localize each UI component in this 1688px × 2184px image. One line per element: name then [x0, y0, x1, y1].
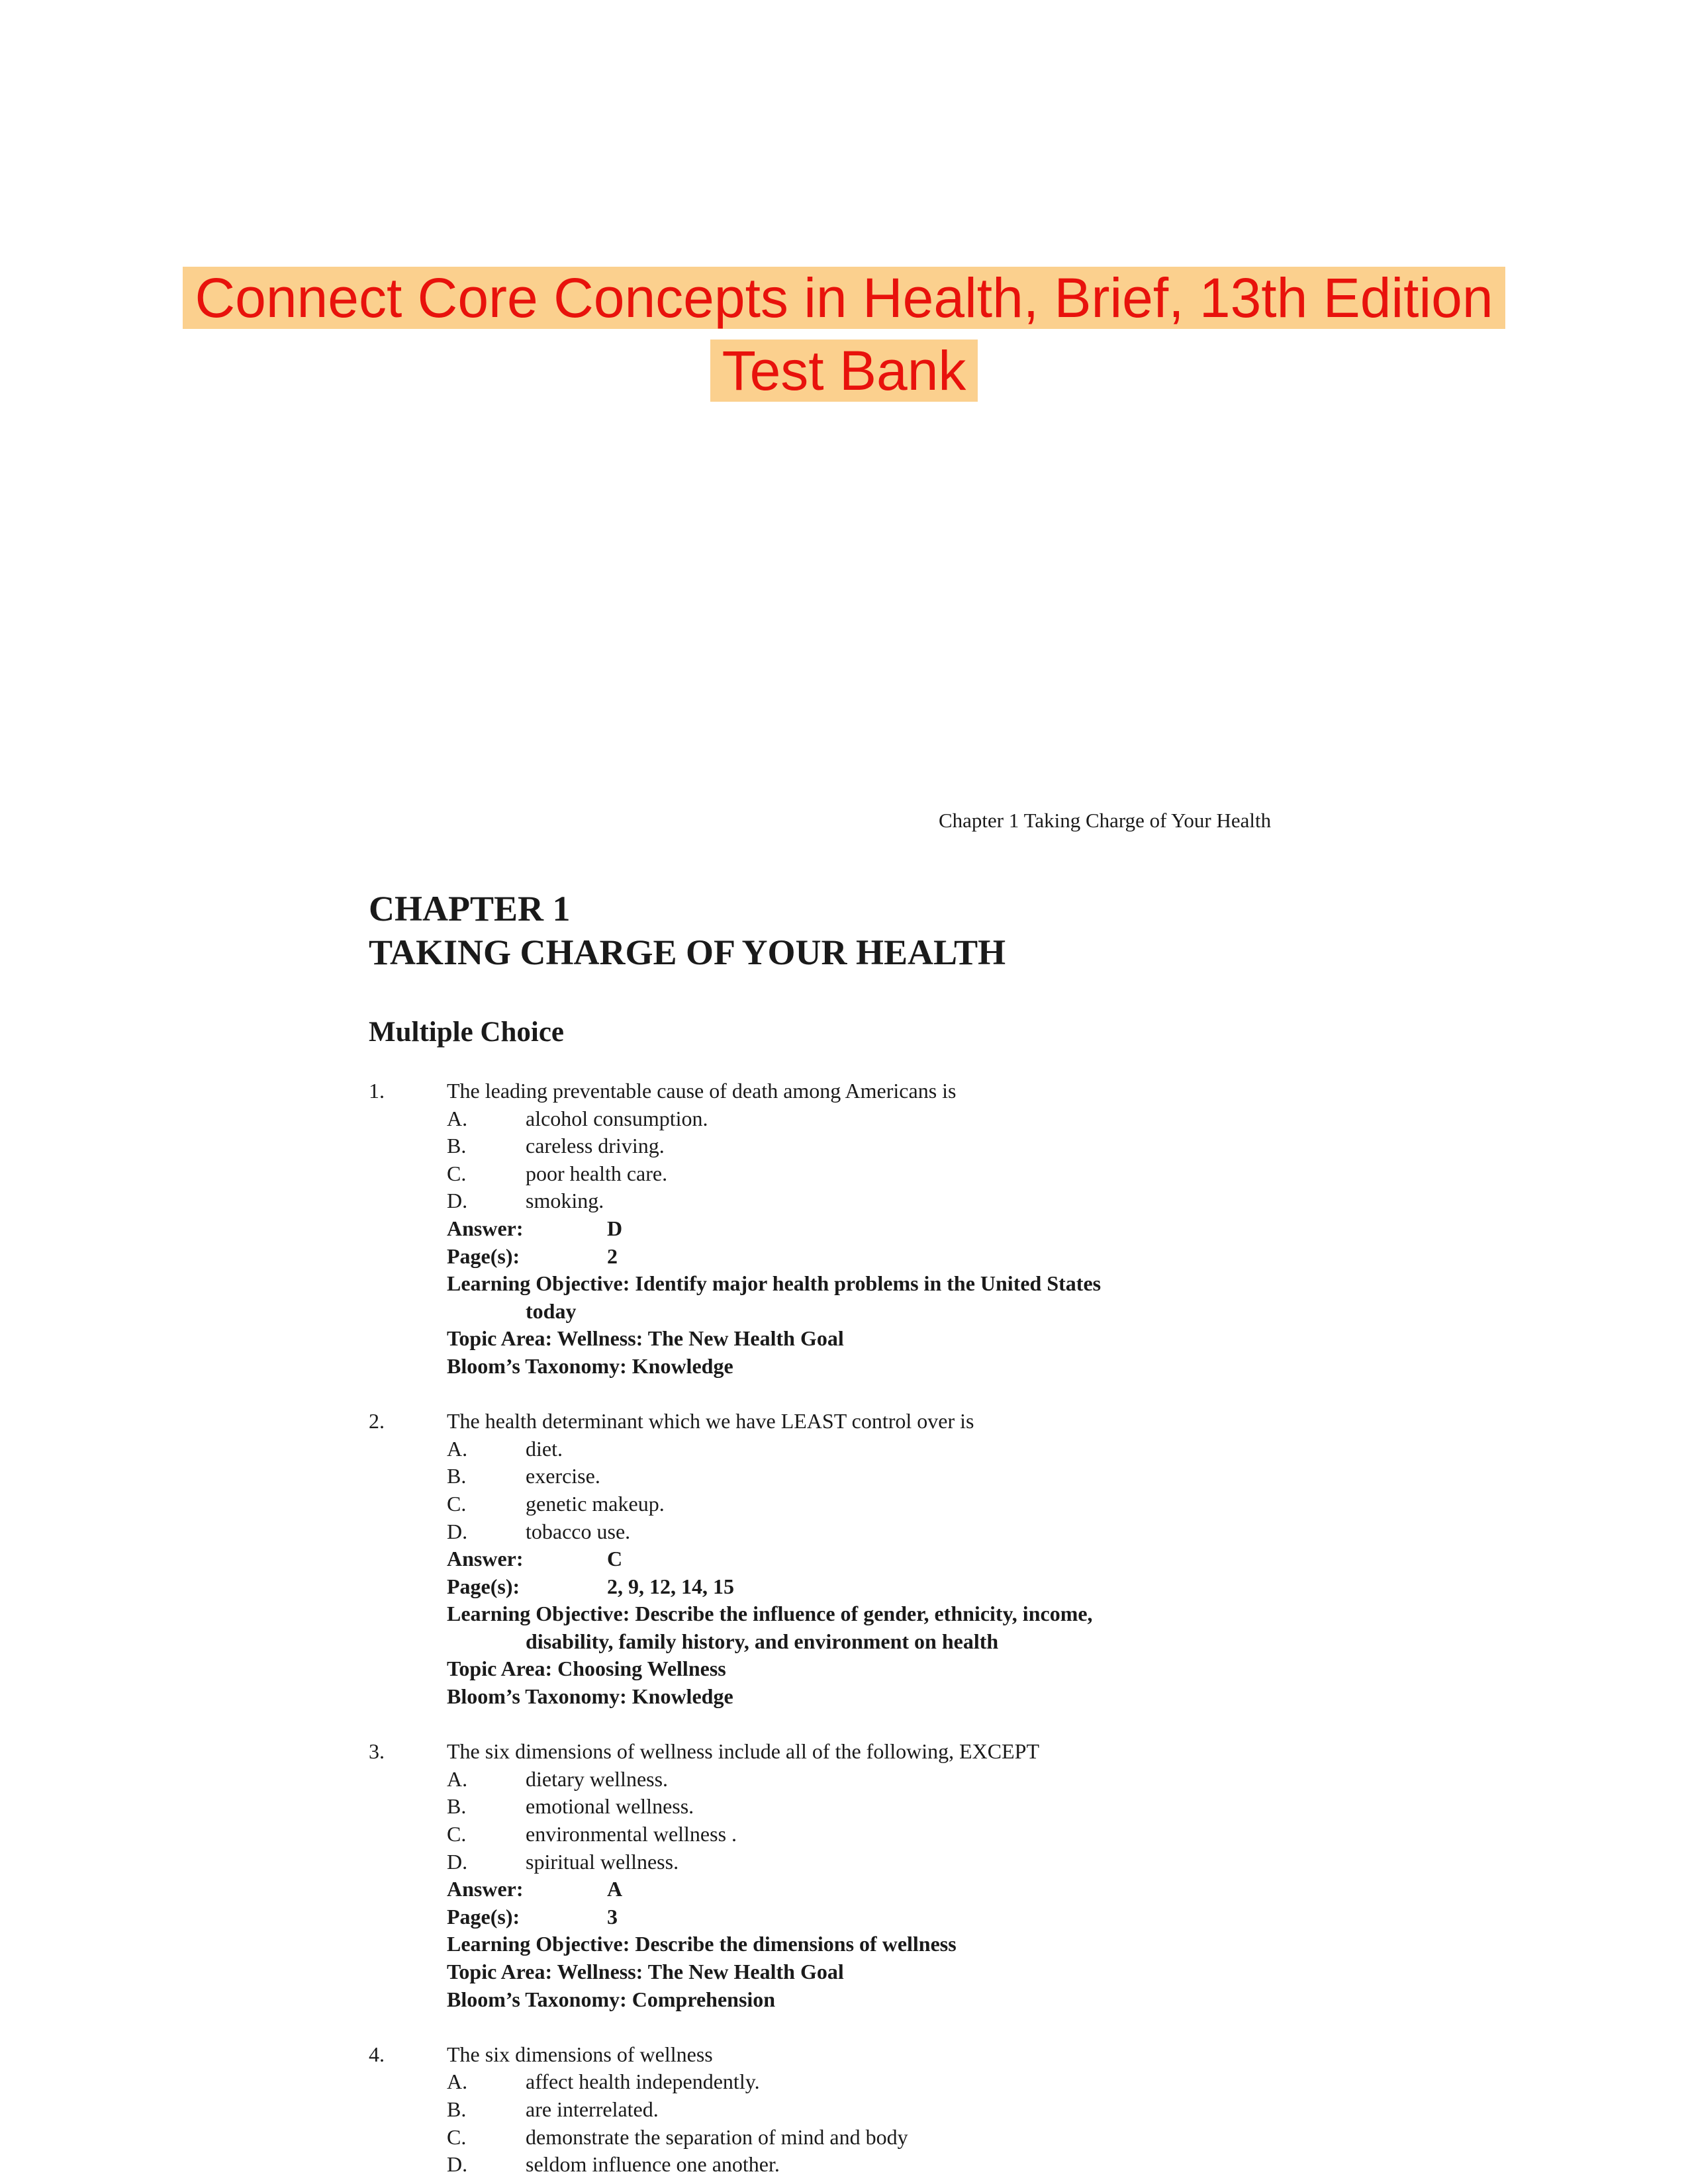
option-text: spiritual wellness. [526, 1849, 679, 1874]
option-text: poor health care. [526, 1161, 668, 1185]
option-letter: D. [447, 1189, 468, 1213]
option-letter: A. [447, 1436, 468, 1461]
question-4 [369, 2041, 1295, 2179]
answer-label: Answer: [447, 1216, 524, 1240]
option-text: demonstrate the separation of mind and body [526, 2124, 908, 2149]
answer-value: C [607, 1547, 623, 1571]
learning-objective-cont: today [526, 1298, 577, 1323]
topic-area: Topic Area: Wellness: The New Health Goal [447, 1960, 844, 1983]
chapter-heading [369, 887, 1006, 974]
option-text: environmental wellness . [526, 1822, 737, 1846]
chapter-title: TAKING CHARGE OF YOUR HEALTH [369, 933, 1006, 972]
option-letter: A. [447, 1766, 468, 1791]
answer-label: Answer: [447, 1877, 524, 1901]
pages-value: 3 [607, 1904, 618, 1929]
option-text: careless driving. [526, 1134, 665, 1158]
option-letter: D. [447, 1519, 468, 1543]
option-text: emotional wellness. [526, 1794, 694, 1819]
option-text: are interrelated. [526, 2097, 659, 2121]
question-stem: The health determinant which we have LEAST control over is [447, 1409, 974, 1433]
blooms-taxonomy: Bloom’s Taxonomy: Knowledge [447, 1353, 733, 1378]
document-banner [0, 261, 1688, 407]
answer-value: A [607, 1877, 623, 1901]
blooms-taxonomy: Bloom’s Taxonomy: Comprehension [447, 1987, 776, 2011]
option-letter: A. [447, 2070, 468, 2094]
topic-area: Topic Area: Choosing Wellness [447, 1657, 726, 1681]
option-text: diet. [526, 1436, 563, 1461]
banner-title-line1: Connect Core Concepts in Health, Brief, 13th Edition [183, 267, 1505, 329]
question-2 [369, 1408, 1295, 1711]
option-letter: C. [447, 1491, 467, 1516]
option-letter: B. [447, 2097, 467, 2121]
option-text: alcohol consumption. [526, 1106, 708, 1130]
blooms-taxonomy: Bloom’s Taxonomy: Knowledge [447, 1684, 733, 1709]
section-title: Multiple Choice [369, 1017, 564, 1048]
running-head: Chapter 1 Taking Charge of Your Health [939, 809, 1272, 832]
question-1 [369, 1077, 1295, 1381]
topic-area: Topic Area: Wellness: The New Health Goal [447, 1326, 844, 1351]
option-text: smoking. [526, 1189, 604, 1213]
question-3 [369, 1738, 1295, 2013]
pages-label: Page(s): [447, 1244, 520, 1268]
answer-value: D [607, 1216, 623, 1240]
option-letter: A. [447, 1106, 468, 1130]
option-text: exercise. [526, 1464, 600, 1488]
pages-value: 2, 9, 12, 14, 15 [607, 1574, 734, 1598]
learning-objective: Learning Objective: Describe the dimensions of wellness [447, 1932, 957, 1956]
learning-objective: Learning Objective: Identify major health problems in the United States [447, 1271, 1102, 1296]
question-number: 4. [369, 2042, 385, 2066]
option-letter: C. [447, 1161, 467, 1185]
question-stem: The six dimensions of wellness [447, 2042, 713, 2066]
question-stem: The six dimensions of wellness include all of the following, EXCEPT [447, 1739, 1039, 1764]
question-number: 2. [369, 1409, 385, 1433]
learning-objective-cont: disability, family history, and environment on health [526, 1629, 999, 1653]
option-letter: C. [447, 2124, 467, 2149]
option-letter: B. [447, 1134, 467, 1158]
option-letter: B. [447, 1464, 467, 1488]
option-letter: D. [447, 1849, 468, 1874]
option-text: genetic makeup. [526, 1491, 665, 1516]
question-number: 3. [369, 1739, 385, 1764]
question-stem: The leading preventable cause of death among Americans is [447, 1079, 957, 1103]
option-text: dietary wellness. [526, 1766, 669, 1791]
question-list [369, 1077, 1295, 2179]
question-number: 1. [369, 1079, 385, 1103]
option-text: affect health independently. [526, 2070, 760, 2094]
option-letter: D. [447, 2152, 468, 2177]
learning-objective: Learning Objective: Describe the influence of gender, ethnicity, income, [447, 1602, 1093, 1626]
pages-label: Page(s): [447, 1574, 520, 1598]
chapter-number: CHAPTER 1 [369, 889, 571, 929]
answer-label: Answer: [447, 1547, 524, 1571]
banner-title-line2: Test Bank [710, 340, 978, 402]
option-letter: B. [447, 1794, 467, 1819]
pages-value: 2 [607, 1244, 618, 1268]
option-text: tobacco use. [526, 1519, 631, 1543]
option-text: seldom influence one another. [526, 2152, 780, 2177]
pages-label: Page(s): [447, 1904, 520, 1929]
option-letter: C. [447, 1822, 467, 1846]
